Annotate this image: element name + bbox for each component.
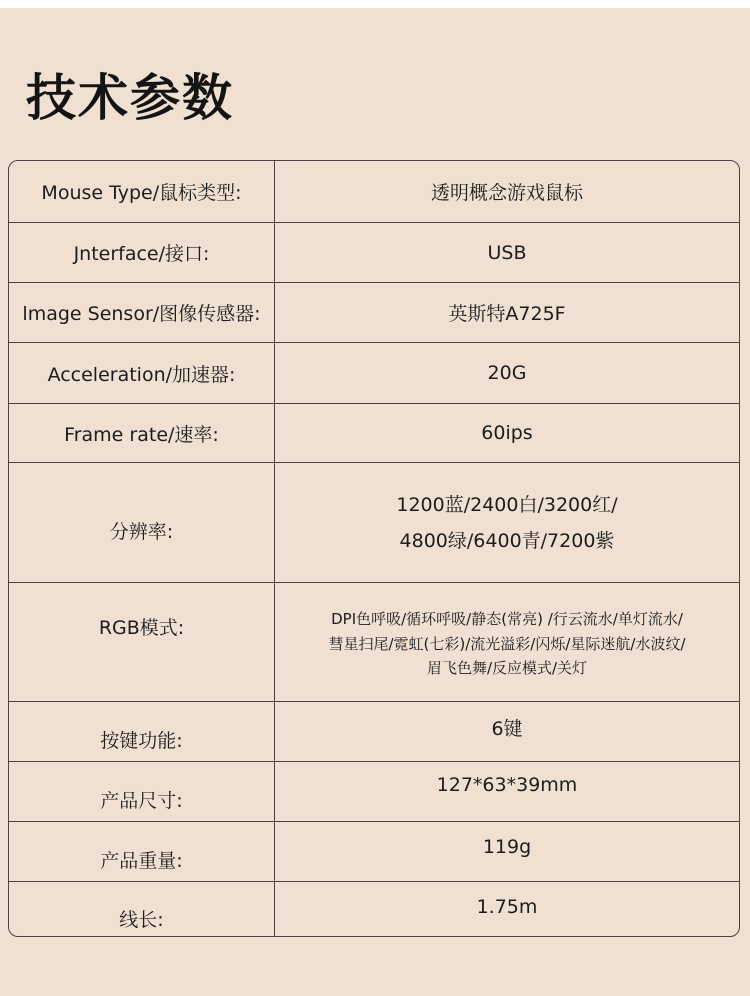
spec-label: lmage Sensor/图像传感器: [9,283,275,342]
spec-row-dimensions [9,761,739,821]
spec-row-interface [9,222,739,282]
spec-value [275,161,739,222]
spec-value [275,583,739,701]
spec-value-line: 6键 [491,718,523,740]
spec-value [275,702,739,761]
spec-label: 线长: [9,882,275,937]
top-band [0,0,750,8]
spec-value-line: USB [487,241,527,264]
spec-value [275,283,739,342]
spec-row-cable-length [9,881,739,937]
spec-value-line: 1.75m [476,896,538,918]
spec-row-resolution [9,462,739,582]
spec-label: 产品尺寸: [9,762,275,821]
spec-row-buttons [9,701,739,761]
spec-value [275,343,739,403]
spec-label: 产品重量: [9,822,275,881]
spec-label: Acceleration/加速器: [9,343,275,403]
spec-value-line: 英斯特A725F [448,303,566,325]
spec-row-acceleration [9,342,739,403]
page-title: 技术参数 [26,69,234,127]
spec-value-line: 127*63*39mm [436,774,578,796]
spec-row-image-sensor [9,282,739,342]
spec-row-frame-rate [9,403,739,462]
spec-value [275,762,739,821]
spec-label: RGB模式: [9,583,275,701]
spec-row-mouse-type [9,161,739,222]
spec-value-line: 彗星扫尾/霓虹(七彩)/流光溢彩/闪烁/星际迷航/水波纹/ [328,634,686,653]
spec-value-line: 4800绿/6400青/7200紫 [399,529,615,552]
spec-label: Frame rate/速率: [9,404,275,462]
spec-value-line: 119g [482,836,532,858]
spec-label: 分辨率: [9,463,275,582]
spec-label: Mouse Type/鼠标类型: [9,161,275,222]
spec-row-weight [9,821,739,881]
spec-row-rgb-mode [9,582,739,701]
spec-value-line: 透明概念游戏鼠标 [430,182,583,204]
spec-value-line: 20G [487,362,527,384]
spec-value [275,882,739,937]
spec-value-line: 1200蓝/2400白/3200红/ [396,493,618,516]
spec-value-line: DPI色呼吸/循环呼吸/静态(常亮) /行云流水/单灯流水/ [331,610,683,628]
spec-value [275,404,739,462]
spec-value [275,463,739,582]
spec-value [275,822,739,881]
spec-table [8,160,740,937]
spec-value-line: 60ips [481,422,533,444]
spec-label: Jnterface/接口: [9,223,275,282]
spec-value-line: 眉飞色舞/反应模式/关灯 [426,659,588,677]
spec-label: 按键功能: [9,702,275,761]
spec-value [275,223,739,282]
